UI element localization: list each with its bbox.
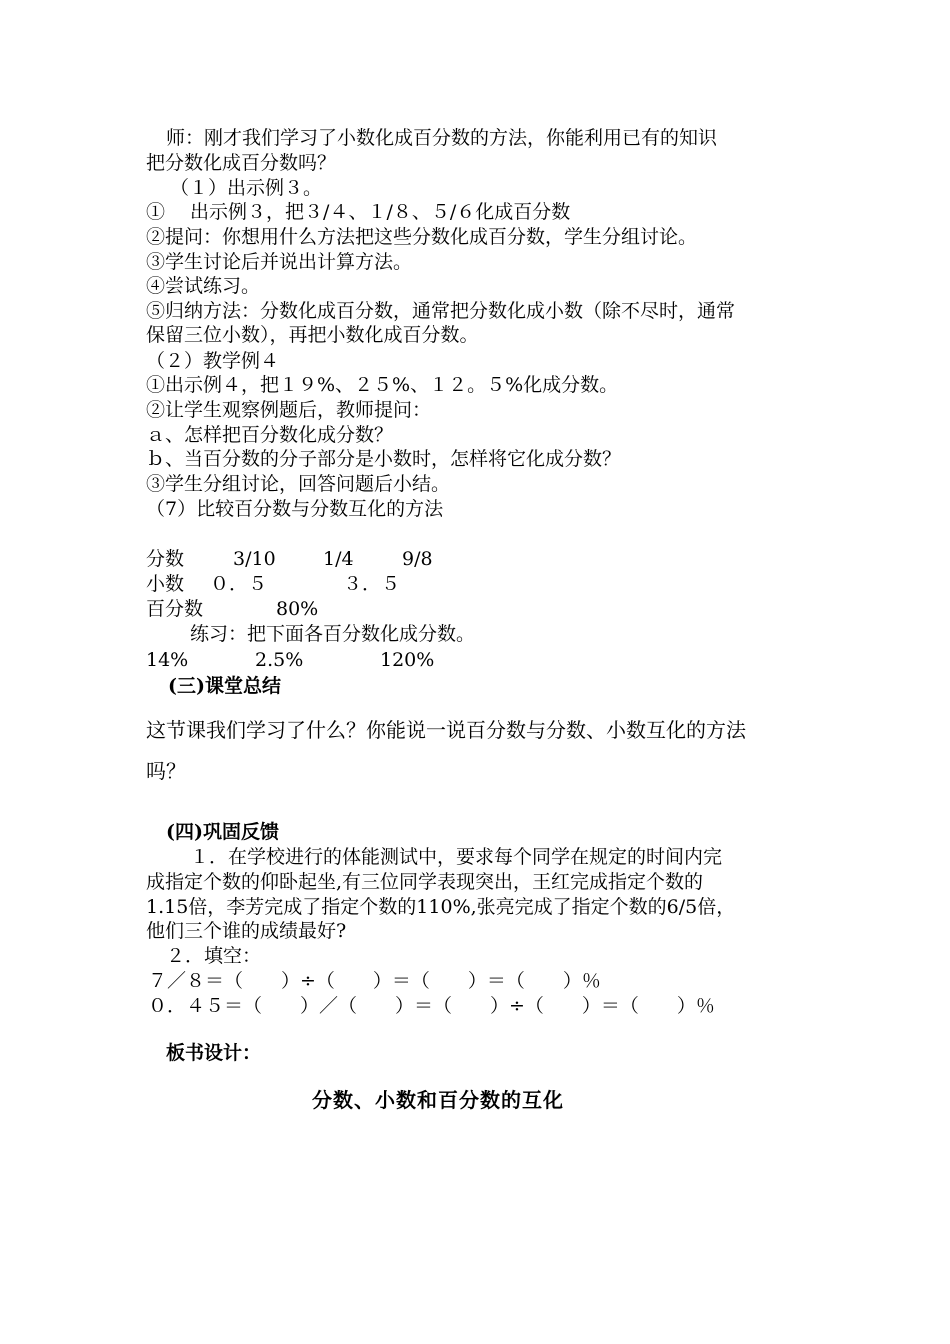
example4-step: ②让学生观察例题后，教师提问：: [146, 399, 432, 421]
example4-heading: （２）教学例４: [146, 350, 280, 372]
example3-step: ① 出示例３，把３/４、１/８、５/６化成百分数: [146, 201, 571, 223]
question-1-line: 成指定个数的仰卧起坐,有三位同学表现突出，王红完成指定个数的: [146, 871, 704, 893]
practice-value: 2.5%: [255, 649, 304, 671]
intro-line-1: 师：刚才我们学习了小数化成百分数的方法，你能利用已有的知识: [166, 127, 718, 149]
question-1-line: １．在学校进行的体能测试中，要求每个同学在规定的时间内完: [190, 846, 723, 868]
table-cell: 1/4: [323, 548, 354, 570]
question-1-line: 他们三个谁的成绩最好?: [146, 920, 347, 942]
question-1-line: 1.15倍，李芳完成了指定个数的110%,张亮完成了指定个数的6/5倍，: [146, 896, 736, 918]
example4-step: ③学生分组讨论，回答问题后小结。: [146, 473, 451, 495]
board-design-heading: 板书设计：: [166, 1042, 262, 1064]
table-cell: 9/8: [402, 548, 433, 570]
feedback-heading: (四)巩固反馈: [166, 821, 279, 843]
example3-step: ④尝试练习。: [146, 275, 261, 297]
table-cell: ０．５: [210, 573, 268, 595]
intro-line-2: 把分数化成百分数吗？: [146, 152, 337, 174]
compare-heading: （7）比较百分数与分数互化的方法: [146, 498, 444, 520]
row-label-decimal: 小数: [146, 573, 185, 595]
summary-heading: (三)课堂总结: [168, 675, 281, 697]
question-2-heading: ２．填空：: [166, 945, 262, 967]
practice-instruction: 练习：把下面各百分数化成分数。: [190, 623, 476, 645]
row-label-fraction: 分数: [146, 548, 185, 570]
example3-step: ③学生讨论后并说出计算方法。: [146, 251, 413, 273]
fill-blank-line-1: ７／８＝（ ）÷（ ）＝（ ）＝（ ）％: [148, 970, 601, 992]
example3-heading: （１）出示例３。: [170, 177, 323, 199]
board-title: 分数、小数和百分数的互化: [312, 1088, 564, 1112]
table-cell: 3/10: [233, 548, 276, 570]
table-cell: ３．５: [343, 573, 401, 595]
fill-blank-line-2: ０．４５＝（ ）／（ ）＝（ ）÷（ ）＝（ ）％: [148, 995, 715, 1017]
table-cell: 80%: [276, 598, 319, 620]
summary-line-1: 这节课我们学习了什么？你能说一说百分数与分数、小数互化的方法: [146, 718, 746, 742]
example4-step: ａ、怎样把百分数化成分数？: [146, 424, 394, 446]
row-label-percent: 百分数: [146, 598, 204, 620]
practice-value: 120%: [380, 649, 435, 671]
summary-line-2: 吗？: [146, 759, 186, 783]
practice-value: 14%: [146, 649, 189, 671]
example4-step: ｂ、当百分数的分子部分是小数时，怎样将它化成分数？: [146, 448, 622, 470]
example3-step: ②提问：你想用什么方法把这些分数化成百分数，学生分组讨论。: [146, 226, 698, 248]
example3-step: 保留三位小数），再把小数化成百分数。: [146, 324, 479, 346]
example4-step: ①出示例４，把１９%、２５%、１２。５%化成分数。: [146, 374, 619, 396]
example3-step: ⑤归纳方法：分数化成百分数，通常把分数化成小数（除不尽时，通常: [146, 300, 736, 322]
